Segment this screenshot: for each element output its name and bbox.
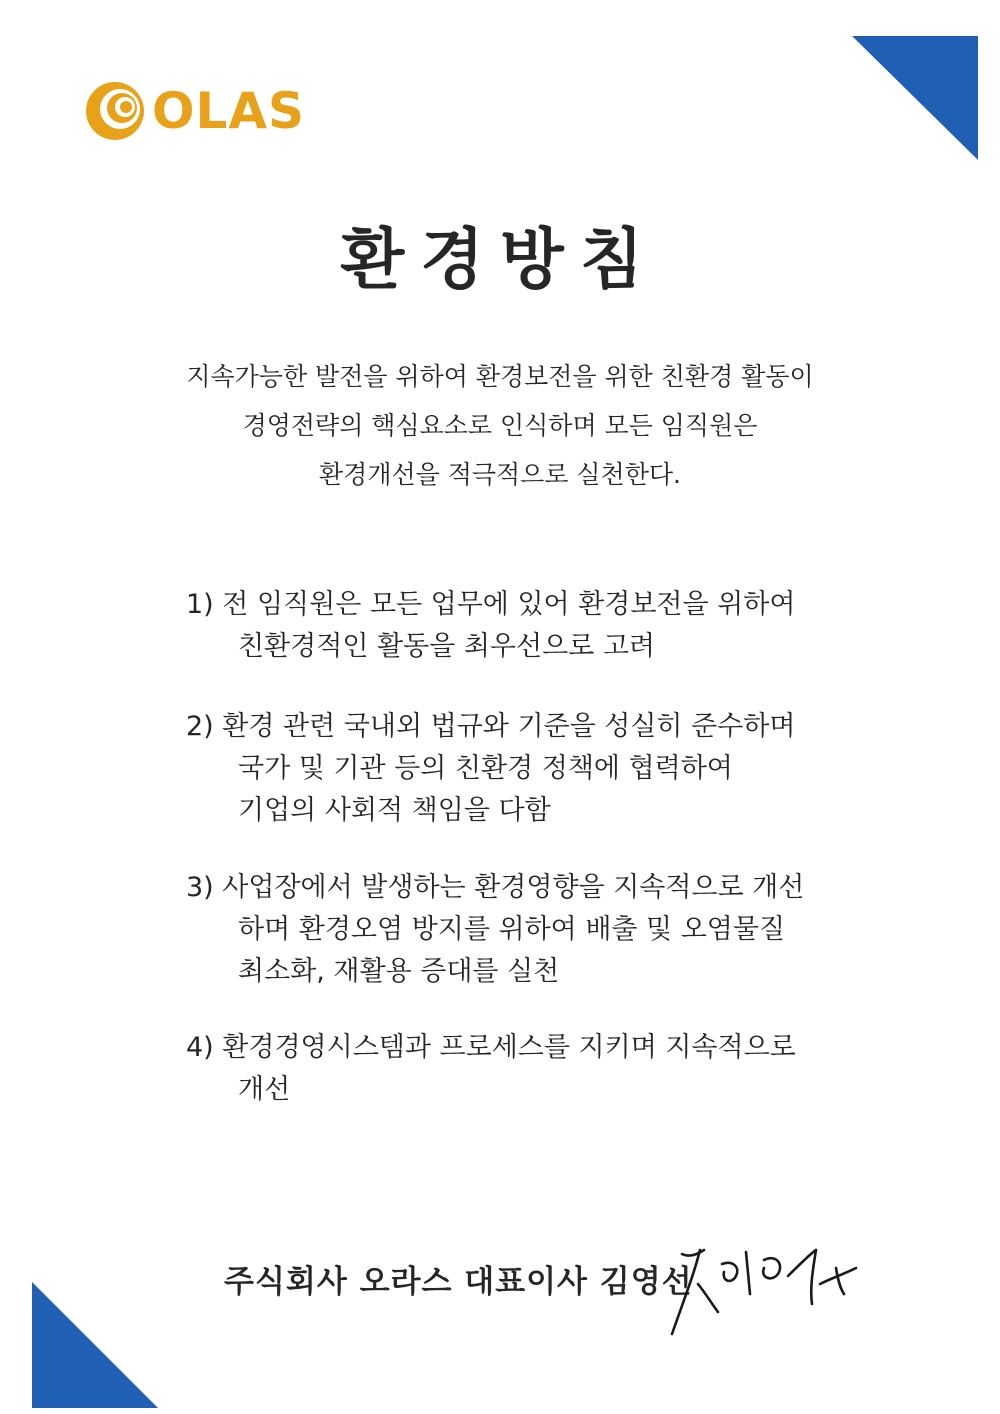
- policy-item-line: 3) 사업장에서 발생하는 환경영향을 지속적으로 개선: [186, 872, 805, 903]
- company-logo: [84, 80, 305, 142]
- policy-item-line: 국가 및 기관 등의 친환경 정책에 협력하여: [238, 753, 733, 784]
- page-title: 환경방침: [340, 221, 660, 298]
- policy-item: [186, 584, 795, 668]
- policy-item-line: 하며 환경오염 방지를 위하여 배출 및 오염물질: [238, 914, 786, 945]
- intro-line: 환경개선을 적극적으로 실천한다.: [319, 460, 681, 489]
- policy-item-line: 친환경적인 활동을 최우선으로 고려: [238, 631, 655, 662]
- policy-item-line: 2) 환경 관련 국내외 법규와 기준을 성실히 준수하며: [186, 711, 796, 742]
- intro-line: 지속가능한 발전을 위하여 환경보전을 위한 친환경 활동이: [186, 362, 814, 391]
- handwritten-signature: [660, 1224, 870, 1354]
- signatory-text: 주식회사 오라스 대표이사 김영선: [224, 1264, 693, 1300]
- policy-item: [186, 706, 795, 832]
- intro-paragraph: [0, 352, 1000, 499]
- policy-item-line: 기업의 사회적 책임을 다함: [238, 795, 551, 826]
- policy-item: [186, 1027, 796, 1111]
- policy-item-line: 최소화, 재활용 증대를 실천: [238, 956, 560, 987]
- intro-line: 경영전략의 핵심요소로 인식하며 모든 임직원은: [242, 411, 758, 440]
- policy-item-line: 4) 환경경영시스템과 프로세스를 지키며 지속적으로: [186, 1032, 796, 1063]
- corner-triangle-bottom-left: [32, 1282, 158, 1408]
- policy-item-line: 개선: [238, 1074, 291, 1105]
- policy-item-line: 1) 전 임직원은 모든 업무에 있어 환경보전을 위하여: [186, 589, 796, 620]
- policy-item: [186, 867, 804, 993]
- logo-text: OLAS: [152, 82, 306, 140]
- logo-swirl-icon: [84, 80, 146, 142]
- corner-triangle-top-right: [852, 36, 978, 160]
